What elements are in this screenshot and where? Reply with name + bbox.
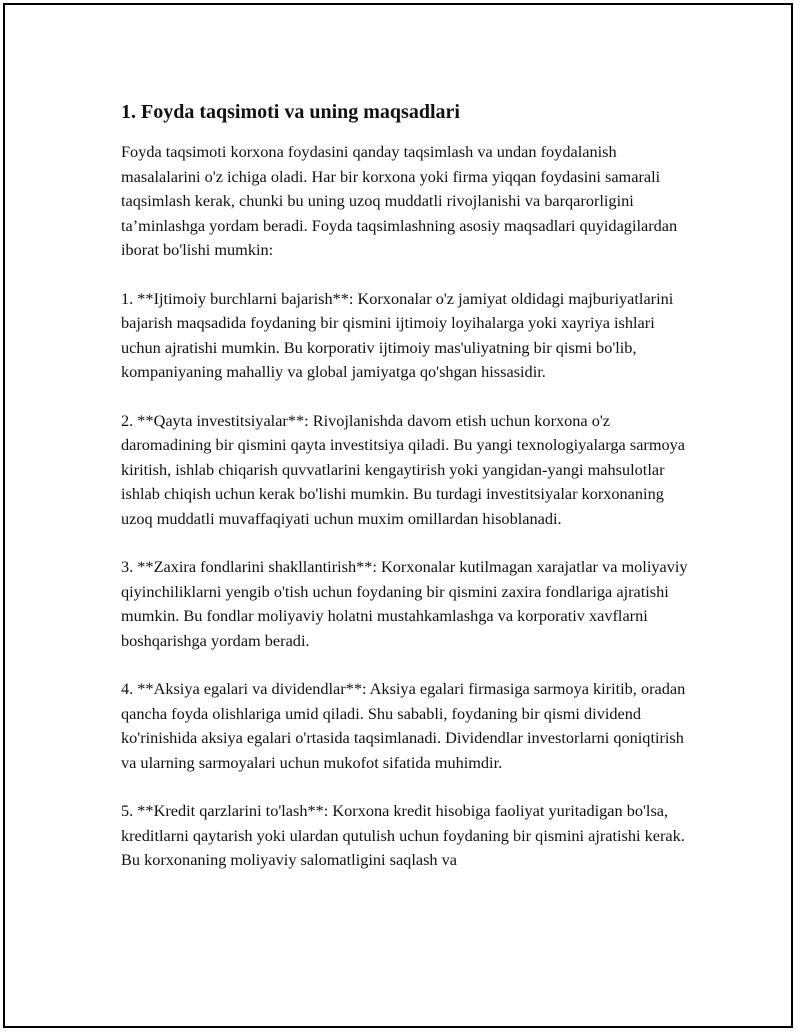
paragraph-loan-repayment: 5. **Kredit qarzlarini to'lash**: Korxona kredit hisobiga faoliyat yuritadigan bo'lsa, kreditlarni qaytarish yoki ulardan qutulish uchun foydaning bir qismini ajratishi kerak. Bu korxonaning moliyaviy salomatligini saqlash va <box>121 801 685 869</box>
paragraph-social-duties: 1. **Ijtimoiy burchlarni bajarish**: Korxonalar o'z jamiyat oldidagi majburiyatlarini bajarish maqsadida foydaning bir qismini ijtimoiy loyihalarga yoki xayriya ishlari uchun ajratishi mumkin. Bu korporativ ijtimoiy mas'uliyatning bir qismi bo'lib, kompaniyaning mahalliy va global jamiyatga qo'shgan hissasidir. <box>121 288 674 381</box>
page-frame <box>3 3 793 1028</box>
paragraph-reinvestment: 2. **Qayta investitsiyalar**: Rivojlanishda davom etish uchun korxona o'z daromadining bir qismini qayta investitsiya qiladi. Bu yangi texnologiyalarga sarmoya kiritish, ishlab chiqarish quvvatlarini kengaytirish yoki yangidan-yangi mahsulotlar ishlab chiqish uchun kerak bo'lishi mumkin. Bu turdagi investitsiyalar korxonaning uzoq muddatli muvaffaqiyati uchun muxim omillardan hisoblanadi. <box>121 410 686 528</box>
intro-paragraph: Foyda taqsimoti korxona foydasini qanday taqsimlash va undan foydalanish masalalarini o'z ichiga oladi. Har bir korxona yoki firma yiqqan foydasini samarali taqsimlash kerak, chunki bu uning uzoq muddatli rivojlanishi va barqarorligini ta’minlashga yordam beradi. Foyda taqsimlashning asosiy maqsadlari quyidagilardan iborat bo'lishi mumkin: <box>121 142 678 259</box>
document-title: 1. Foyda taqsimoti va uning maqsadlari <box>121 101 460 123</box>
paragraph-reserve-funds: 3. **Zaxira fondlarini shakllantirish**: Korxonalar kutilmagan xarajatlar va moliyaviy qiyinchiliklarni yengib o'tish uchun foydaning bir qismini zaxira fondlariga ajratishi mumkin. Bu fondlar moliyaviy holatni mustahkamlashga va korporativ xavflarni boshqarishga yordam beradi. <box>121 557 688 650</box>
paragraph-dividends: 4. **Aksiya egalari va dividendlar**: Aksiya egalari firmasiga sarmoya kiritib, oradan qancha foyda olishlariga umid qiladi. Shu sababli, foydaning bir qismi dividend ko'rinishida aksiya egalari o'rtasida taqsimlanadi. Dividendlar investorlarni qoniqtirish va ularning sarmoyalari uchun mukofot sifatida muhimdir. <box>121 679 686 772</box>
document-body <box>121 98 696 897</box>
